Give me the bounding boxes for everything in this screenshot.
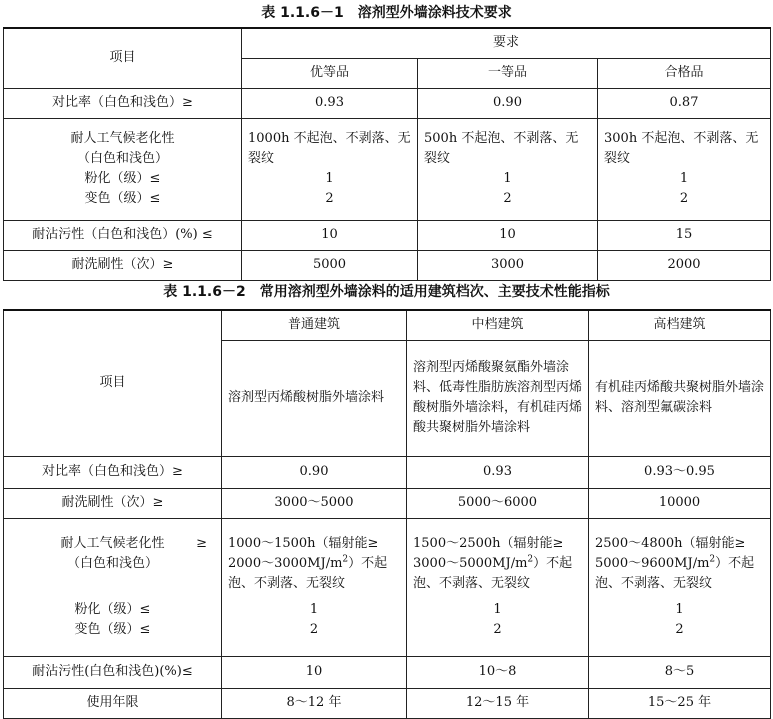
- weather-ge-sign: ≥: [196, 536, 207, 551]
- weather-label-text: 耐人工气候老化性: [60, 536, 165, 551]
- chalk-value: 1: [675, 602, 684, 617]
- table1-coating-requirements: [3, 27, 771, 281]
- level-mid: 中档建筑: [407, 310, 589, 340]
- energy-sup: 2: [709, 554, 716, 565]
- weather-result: 泡、不剥落、无裂纹: [413, 576, 531, 591]
- table2-contrast-row: [4, 456, 771, 488]
- chalk-value: 1: [309, 602, 319, 617]
- weather-cell: [418, 118, 598, 220]
- weather-cell: [589, 518, 771, 656]
- type-high: 有机硅丙烯酸共聚树脂外墙涂料、溶剂型氟碳涂料: [589, 340, 771, 456]
- grade-first: 一等品: [418, 58, 598, 88]
- contrast-value: 0.87: [598, 88, 771, 118]
- stain-label: 耐沾污性（白色和浅色）(%) ≤: [4, 220, 242, 250]
- contrast-value: 0.93: [407, 456, 589, 488]
- type-mid: 溶剂型丙烯酸聚氨酯外墙涂料、低毒性脂肪族溶剂型丙烯酸树脂外墙涂料，有机硅丙烯酸共聚树脂外墙涂料: [407, 340, 589, 456]
- weather-energy: [595, 554, 764, 574]
- weather-result: 泡、不剥落、无裂纹: [228, 576, 346, 591]
- stain-value: 10: [242, 220, 418, 250]
- weather-hours: 1500～2500h（辐射能≥: [413, 536, 564, 551]
- wash-label: 耐洗刷性（次）≥: [4, 488, 222, 518]
- energy-text: 2000～3000MJ/m: [228, 556, 343, 571]
- table2-stain-row: [4, 656, 771, 688]
- energy-sup: 2: [342, 554, 349, 565]
- table1-weather-row: [4, 118, 771, 220]
- stain-value: 10: [222, 656, 407, 688]
- chalk-value: 1: [503, 171, 512, 186]
- weather-label: 耐人工气候老化性: [70, 131, 175, 146]
- contrast-value: 0.90: [418, 88, 598, 118]
- color-value: 2: [493, 622, 502, 637]
- weather-value: 500h 不起泡、不剥落、无裂纹: [424, 131, 579, 166]
- table1-wash-row: [4, 250, 771, 280]
- wash-value: 10000: [589, 488, 771, 518]
- wash-label: 耐洗刷性（次）≥: [4, 250, 242, 280]
- weather-value: 1000h 不起泡、不剥落、无裂纹: [248, 131, 411, 166]
- weather-value: 300h 不起泡、不剥落、无裂纹: [604, 131, 759, 166]
- table2-life-row: [4, 688, 771, 718]
- life-value: 15～25 年: [589, 688, 771, 718]
- life-value: 12～15 年: [407, 688, 589, 718]
- table2-caption: 表 1.1.6－2 常用溶剂型外墙涂料的适用建筑档次、主要技术性能指标: [163, 284, 610, 300]
- table2-item-header: 项目: [4, 310, 222, 456]
- weather-hours: 2500～4800h（辐射能≥: [595, 536, 746, 551]
- color-value: 2: [675, 622, 684, 637]
- color-value: 2: [309, 622, 319, 637]
- energy-tail: ）不起: [533, 556, 573, 571]
- chalk-value: 1: [325, 171, 334, 186]
- weather-result: 泡、不剥落、无裂纹: [595, 576, 713, 591]
- energy-tail: ）不起: [348, 556, 388, 571]
- energy-sup: 2: [527, 554, 534, 565]
- type-standard: 溶剂型丙烯酸树脂外墙涂料: [222, 340, 407, 456]
- energy-tail: ）不起: [715, 556, 755, 571]
- stain-value: 10: [418, 220, 598, 250]
- stain-value: 15: [598, 220, 771, 250]
- weather-energy: [228, 554, 400, 574]
- weather-energy: [413, 554, 582, 574]
- wash-value: 5000～6000: [407, 488, 589, 518]
- life-value: 8～12 年: [222, 688, 407, 718]
- table2-weather-row: [4, 518, 771, 656]
- contrast-value: 0.90: [222, 456, 407, 488]
- table1-header-row: [4, 28, 771, 58]
- wash-value: 2000: [598, 250, 771, 280]
- weather-label: [10, 534, 215, 554]
- level-standard: 普通建筑: [222, 310, 407, 340]
- weather-cell: [598, 118, 771, 220]
- color-label: 变色（级）≤: [84, 191, 161, 206]
- weather-sublabel: （白色和浅色）: [66, 556, 158, 571]
- stain-value: 8～5: [589, 656, 771, 688]
- weather-cell: [407, 518, 589, 656]
- color-label: 变色（级）≤: [74, 622, 151, 637]
- stain-value: 10～8: [407, 656, 589, 688]
- grade-premium: 优等品: [242, 58, 418, 88]
- level-high: 高档建筑: [589, 310, 771, 340]
- color-value: 2: [503, 191, 512, 206]
- table1-item-header: 项目: [4, 28, 242, 88]
- table1-requirement-header: 要求: [242, 28, 771, 58]
- wash-value: 3000: [418, 250, 598, 280]
- table1-contrast-row: [4, 88, 771, 118]
- weather-cell: [242, 118, 418, 220]
- energy-text: 5000～9600MJ/m: [595, 556, 710, 571]
- weather-sublabel: （白色和浅色）: [76, 151, 168, 166]
- grade-qualified: 合格品: [598, 58, 771, 88]
- table2-coating-grades: [3, 309, 771, 719]
- chalk-label: 粉化（级）≤: [74, 602, 151, 617]
- table1-caption: 表 1.1.6－1 溶剂型外墙涂料技术要求: [261, 5, 512, 21]
- energy-text: 3000～5000MJ/m: [413, 556, 528, 571]
- contrast-value: 0.93～0.95: [589, 456, 771, 488]
- wash-value: 5000: [242, 250, 418, 280]
- weather-cell: [222, 518, 407, 656]
- chalk-label: 粉化（级）≤: [84, 171, 161, 186]
- color-value: 2: [325, 191, 334, 206]
- life-label: 使用年限: [4, 688, 222, 718]
- weather-label-cell: [4, 518, 222, 656]
- table1-stain-row: [4, 220, 771, 250]
- wash-value: 3000～5000: [222, 488, 407, 518]
- weather-hours: 1000～1500h（辐射能≥: [228, 536, 379, 551]
- contrast-label: 对比率（白色和浅色）≥: [4, 88, 242, 118]
- table2-wash-row: [4, 488, 771, 518]
- table2-header-row: [4, 310, 771, 340]
- stain-label: 耐沾污性(白色和浅色)(%)≤: [4, 656, 222, 688]
- weather-label-cell: [4, 118, 242, 220]
- contrast-label: 对比率（白色和浅色）≥: [4, 456, 222, 488]
- contrast-value: 0.93: [242, 88, 418, 118]
- chalk-value: 1: [679, 171, 689, 186]
- chalk-value: 1: [493, 602, 502, 617]
- color-value: 2: [679, 191, 689, 206]
